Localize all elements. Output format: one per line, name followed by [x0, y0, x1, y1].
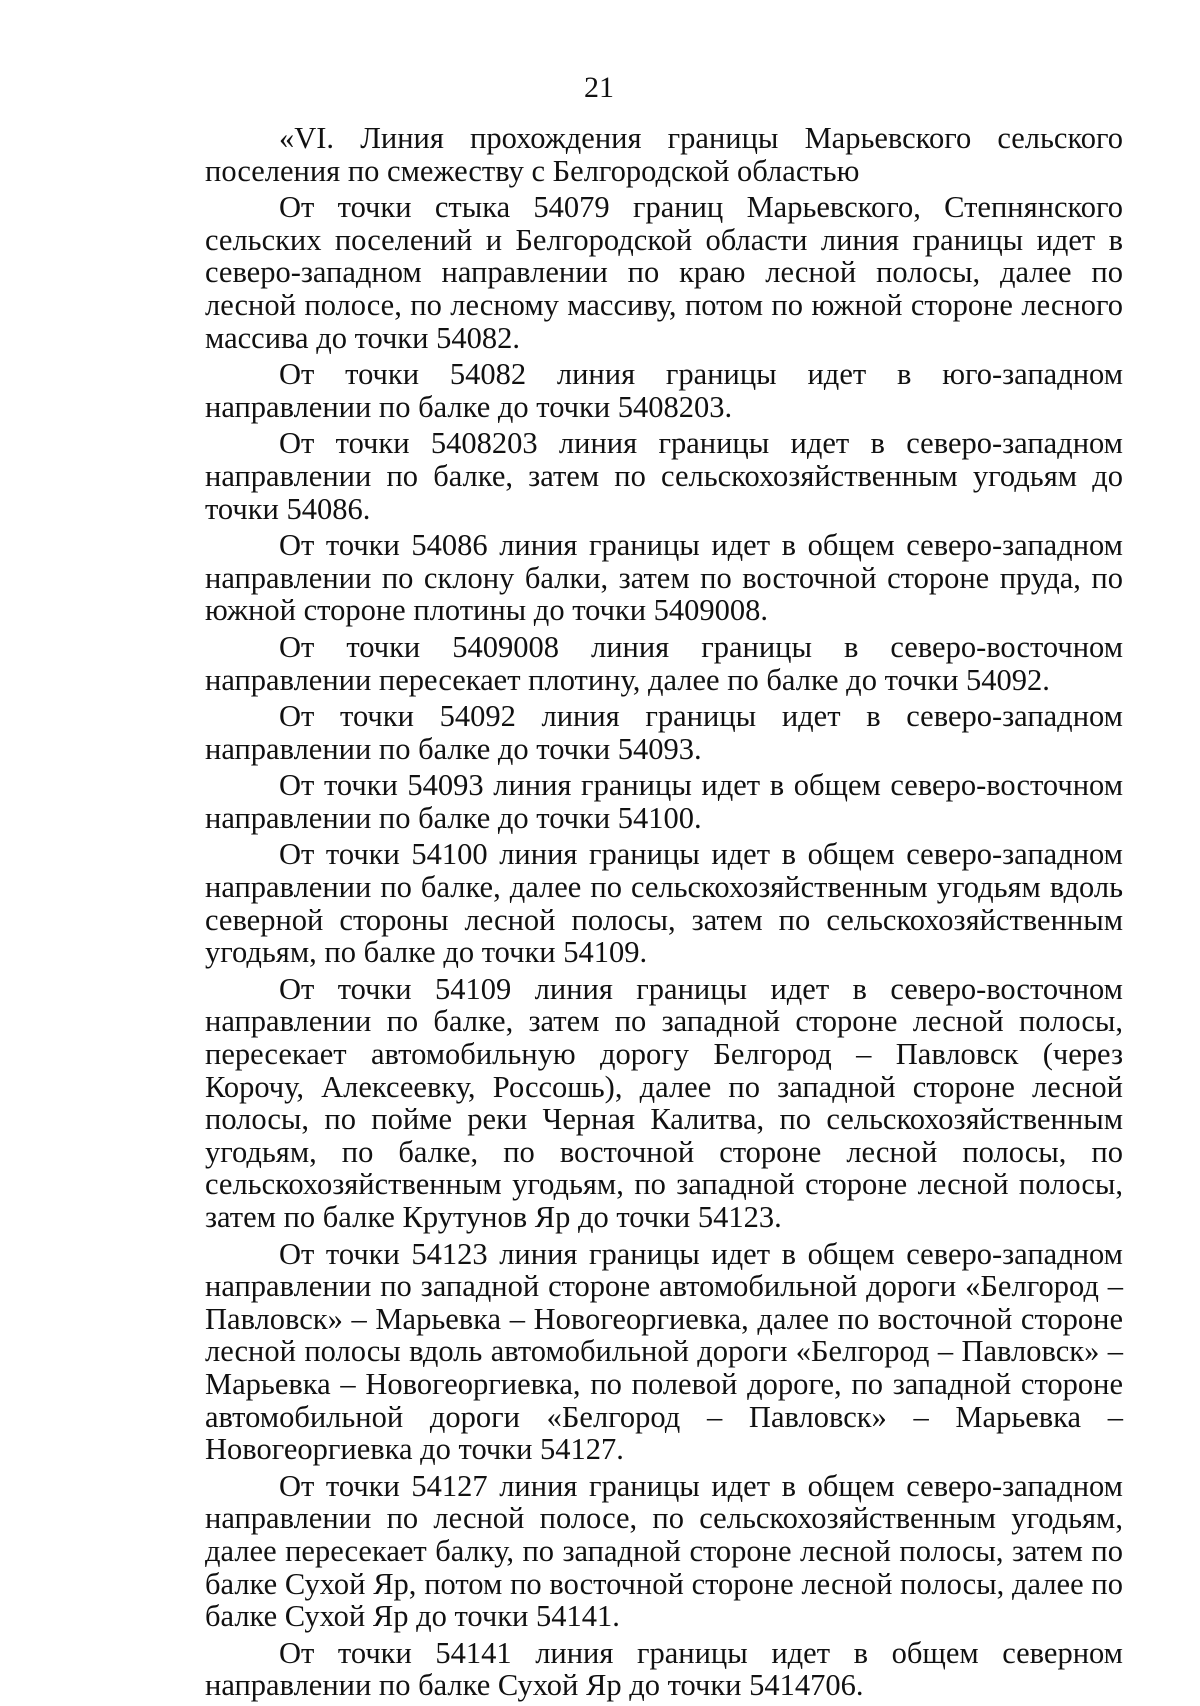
paragraph: От точки 54123 линия границы идет в общем северо-западном направлении по западной стороне автомобильной дороги «Белгород – Павловск» – Марьевка – Новогеоргиевка, далее по восточной стороне лесной полосы вдоль автомобильной дороги «Белгород – Павловск» – Марьевка – Новогеоргиевка, по полевой дороге, по западной стороне автомобильной дороги «Белгород – Павловск» – Марьевка – Новогеоргиевка до точки 54127. [205, 1236, 1123, 1467]
document-body [205, 122, 1123, 1706]
paragraph: От точки 5409008 линия границы в северо-восточном направлении пересекает плотину, далее по балке до точки 54092. [205, 629, 1123, 697]
paragraph: От точки 54086 линия границы идет в общем северо-западном направлении по склону балки, затем по восточной стороне пруда, по южной стороне плотины до точки 5409008. [205, 528, 1123, 628]
page-number: 21 [584, 71, 614, 104]
paragraph: От точки 54141 линия границы идет в общем северном направлении по балке Сухой Яр до точки 5414706. [205, 1635, 1123, 1703]
paragraph: От точки 54109 линия границы идет в северо-восточном направлении по балке, затем по западной стороне лесной полосы, пересекает автомобильную дорогу Белгород – Павловск (через Корочу, Алексеевку, Россошь), далее по западной стороне лесной полосы, по пойме реки Черная Калитва, по сельскохозяйственным угодьям, по балке, по восточной стороне лесной полосы, по сельскохозяйственным угодьям, по западной стороне лесной полосы, затем по балке Крутунов Яр до точки 54123. [205, 971, 1123, 1234]
paragraph: От точки 5408203 линия границы идет в северо-западном направлении по балке, затем по сельскохозяйственным угодьям до точки 54086. [205, 426, 1123, 526]
paragraph: От точки 54093 линия границы идет в общем северо-восточном направлении по балке до точки 54100. [205, 768, 1123, 835]
paragraph: От точки стыка 54079 границ Марьевского, Степнянского сельских поселений и Белгородской области линия границы идет в северо-западном направлении по краю лесной полосы, далее по лесной полосе, по лесному массиву, потом по южной стороне лесного массива до точки 54082. [205, 190, 1123, 355]
paragraph: От точки 54127 линия границы идет в общем северо-западном направлении по лесной полосе, по сельскохозяйственным угодьям, далее пересекает балку, по западной стороне лесной полосы, затем по балке Сухой Яр, потом по восточной стороне лесной полосы, далее по балке Сухой Яр до точки 54141. [205, 1468, 1123, 1634]
paragraph: От точки 54100 линия границы идет в общем северо-западном направлении по балке, далее по сельскохозяйственным угодьям вдоль северной стороны лесной полосы, затем по сельскохозяйственным угодьям, по балке до точки 54109. [205, 837, 1123, 970]
paragraph: От точки 54092 линия границы идет в северо-западном направлении по балке до точки 54093. [205, 699, 1123, 766]
section-heading: «VI. Линия прохождения границы Марьевского сельского поселения по смежеству с Белгородской областью [205, 121, 1123, 188]
paragraph: От точки 54082 линия границы идет в юго-западном направлении по балке до точки 5408203. [205, 357, 1123, 424]
